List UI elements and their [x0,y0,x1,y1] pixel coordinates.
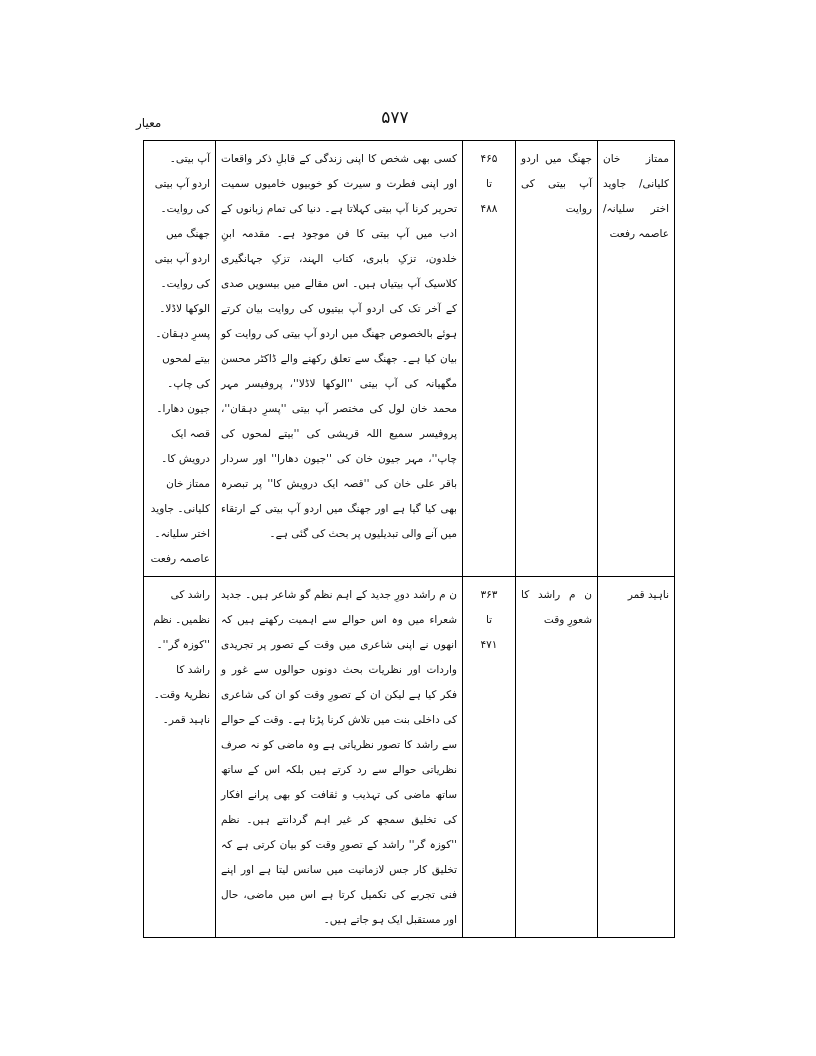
table-row [144,577,675,938]
author-cell: ممتاز خان کلیانی/ جاوید اختر سلیانہ/عاصمہ رفعت [598,141,675,577]
table-row [144,141,675,577]
abstract-cell: کسی بھی شخص کا اپنی زندگی کے قابلِ ذکر واقعات اور اپنی فطرت و سیرت کو خوبیوں خامیوں سمیت تحریر کرنا آپ بیتی کہلاتا ہے۔ دنیا کی تمام زبانوں کے ادب میں آپ بیتی کا فن موجود ہے۔ مقدمہ ابنِ خلدون، تزکِ بابری، کتاب الہند، تزکِ جہانگیری کلاسیک آپ بیتیاں ہیں۔ اس مقالے میں بیسویں صدی کے آخر تک کی اردو آپ بیتیوں کی روایت بیان کرتے ہوئے بالخصوص جھنگ میں اردو آپ بیتی کی روایت کو بیان کیا ہے۔ جھنگ سے تعلق رکھنے والے ڈاکٹر محسن مگھیانہ کی آپ بیتی ''الوکھا لاڈلا''، پروفیسر مہر محمد خان لول کی مختصر آپ بیتی ''پسرِ دہقان''، پروفیسر سمیع اللہ قریشی کی ''بیتے لمحوں کی چاپ''، مہر جیون خان کی ''جیون دھارا'' اور سردار باقر علی خان کی ''قصہ ایک درویش کا'' پر تبصرہ بھی کیا گیا ہے اور جھنگ میں اردو آپ بیتی کے ارتقاء میں آنے والی تبدیلیوں پر بحث کی گئی ہے۔ [216,141,463,577]
page-range-cell [463,577,516,938]
page-to: تا [485,614,493,626]
page-number: ۵۷۷ [381,108,409,128]
keywords-cell: آپ بیتی۔ اردو آپ بیتی کی روایت۔ جھنگ میں اردو آپ بیتی کی روایت۔ الوکھا لاڈلا۔ پسرِ دہقان۔ بیتے لمحوں کی چاپ۔ جیون دھارا۔ قصہ ایک درویش کا۔ ممتاز خان کلیانی۔ جاوید اختر سلیانہ۔ عاصمہ رفعت [144,141,216,577]
page-start: ۳۶۳ [480,589,498,601]
journal-name: معیار [136,116,162,130]
author-cell: ناہید قمر [598,577,675,938]
article-index-table [143,140,675,938]
page-to: تا [485,178,493,190]
abstract-cell: ن م راشد دورِ جدید کے اہم نظم گو شاعر ہیں۔ جدید شعراء میں وہ اس حوالے سے اہمیت رکھتے ہیں کہ انھوں نے اپنی شاعری میں وقت کے تصور پر تجریدی واردات اور نظریات بحث دونوں حوالوں سے غور و فکر کیا ہے لیکن ان کے تصورِ وقت کو ان کی شاعری کی داخلی بنت میں تلاش کرنا پڑتا ہے۔ وقت کے حوالے سے راشد کا تصور نظریاتی ہے وہ ماضی کو نہ صرف نظریاتی حوالے سے رد کرتے ہیں بلکہ اس کے ساتھ ساتھ ماضی کی تہذیب و ثقافت کو بھی پرانے افکار کی تخلیق سمجھ کر غیر اہم گردانتے ہیں۔ نظم ''کوزہ گر'' راشد کے تصورِ وقت کو بیان کرتی ہے کہ تخلیق کار جس لازمانیت میں سانس لیتا ہے اور اپنے فنی تجربے کی تکمیل کرتا ہے اس میں ماضی، حال اور مستقبل ایک ہو جاتے ہیں۔ [216,577,463,938]
page-range-cell [463,141,516,577]
keywords-cell: راشد کی نظمیں۔ نظم ''کوزہ گر''۔ راشد کا نظریۂ وقت۔ ناہید قمر۔ [144,577,216,938]
page-end: ۴۷۱ [480,639,498,651]
article-title-cell: ن م راشد کا شعورِ وقت [516,577,598,938]
page-end: ۴۸۸ [480,203,498,215]
article-title-cell: جھنگ میں اردو آپ بیتی کی روایت [516,141,598,577]
page-start: ۴۶۵ [480,153,498,165]
